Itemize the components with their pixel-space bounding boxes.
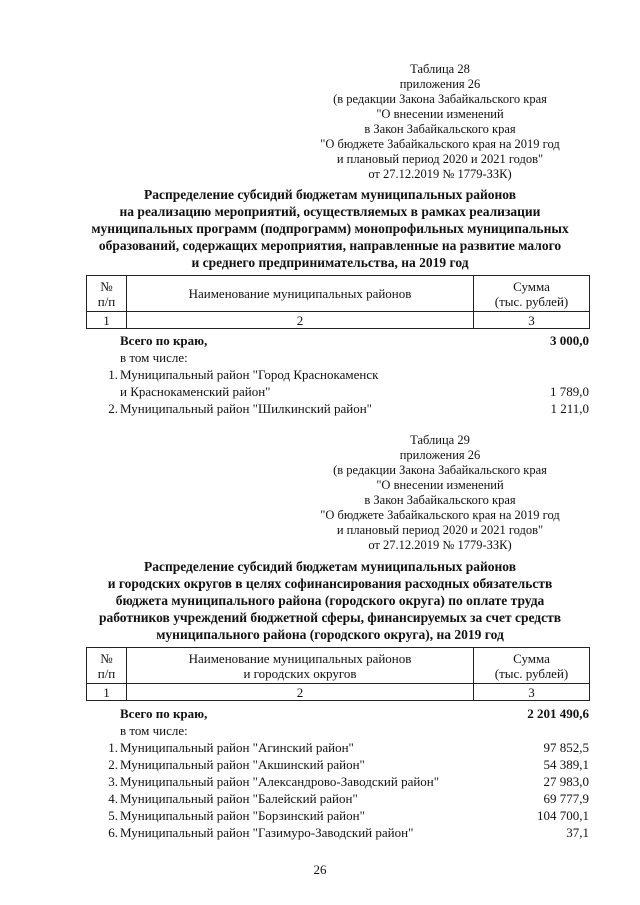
- table-row: [86, 400, 589, 417]
- header-line: в Закон Забайкальского края: [364, 122, 516, 136]
- table29-appendix-header: [300, 433, 580, 553]
- header-line: Таблица 28: [410, 62, 470, 76]
- table-row: [86, 756, 589, 773]
- header-line: "О бюджете Забайкальского края на 2019 год: [320, 508, 560, 522]
- row-number: 2.: [108, 757, 118, 772]
- row-number: 3.: [108, 774, 118, 789]
- table-row: [86, 824, 589, 841]
- total-label: Всего по краю,: [120, 706, 208, 721]
- title-line: образований, содержащих мероприятия, направленные на развитие малого: [98, 238, 562, 253]
- header-line: от 27.12.2019 № 1779-ЗЗК): [368, 167, 512, 181]
- col-index: 3: [474, 684, 590, 701]
- col-number-line: №: [100, 278, 113, 294]
- table28-appendix-header: [300, 62, 580, 182]
- header-line: в Закон Забайкальского края: [364, 493, 516, 507]
- including-label: в том числе:: [120, 723, 188, 738]
- header-line: (в редакции Закона Забайкальского края: [333, 463, 547, 477]
- row-name: Муниципальный район "Борзинский район": [120, 808, 365, 823]
- including-row: [86, 722, 589, 739]
- title-line: и городских округов в целях софинансирования расходных обязательств: [107, 576, 553, 591]
- title-line: и среднего предпринимательства, на 2019 год: [191, 255, 469, 270]
- title-line: муниципального района (городского округа), на 2019 год: [156, 627, 504, 642]
- table28-title: [70, 186, 590, 271]
- col-number-header: [87, 648, 127, 684]
- row-value: 1 211,0: [550, 401, 589, 416]
- header-line: и плановый период 2020 и 2021 годов": [336, 523, 544, 537]
- col-sum-line: (тыс. рублей): [494, 293, 569, 309]
- title-line: Распределение субсидий бюджетам муниципальных районов: [143, 187, 517, 202]
- header-line: Таблица 29: [410, 433, 470, 447]
- header-line: от 27.12.2019 № 1779-ЗЗК): [368, 538, 512, 552]
- total-label: Всего по краю,: [120, 333, 208, 348]
- table-row: [86, 366, 589, 383]
- table-row-continuation: [86, 383, 589, 400]
- row-name: Муниципальный район "Газимуро-Заводский район": [120, 825, 414, 840]
- header-line: "О бюджете Забайкальского края на 2019 год: [320, 137, 560, 151]
- including-label: в том числе:: [120, 350, 188, 365]
- col-sum-line: Сумма: [513, 650, 550, 666]
- row-number: 2.: [108, 401, 118, 416]
- row-number: 4.: [108, 791, 118, 806]
- col-name-line: Наименование муниципальных районов: [188, 650, 412, 666]
- row-value: 54 389,1: [543, 757, 589, 772]
- row-name: и Краснокаменский район": [120, 384, 271, 399]
- col-index: 3: [474, 312, 590, 329]
- table28-body: [86, 332, 589, 417]
- col-sum-header: [474, 276, 590, 312]
- page-number: 26: [313, 862, 327, 877]
- title-line: муниципальных программ (подпрограмм) монопрофильных муниципальных: [91, 221, 569, 236]
- total-row: [86, 332, 589, 349]
- row-value: 97 852,5: [543, 740, 589, 755]
- row-number: 6.: [108, 825, 118, 840]
- table-row: [86, 790, 589, 807]
- table-row: [86, 739, 589, 756]
- col-number-line: №: [100, 650, 113, 666]
- col-sum-line: Сумма: [513, 278, 550, 294]
- row-name: Муниципальный район "Город Краснокаменск: [120, 367, 379, 382]
- row-name: Муниципальный район "Александрово-Заводский район": [120, 774, 440, 789]
- total-value: 2 201 490,6: [527, 706, 589, 721]
- total-row: [86, 705, 589, 722]
- row-name: Муниципальный район "Акшинский район": [120, 757, 365, 772]
- col-name-header: [127, 648, 474, 684]
- col-index: 2: [127, 312, 474, 329]
- col-index: 1: [87, 312, 127, 329]
- row-number: 1.: [108, 740, 118, 755]
- col-index: 2: [127, 684, 474, 701]
- row-number: 5.: [108, 808, 118, 823]
- col-sum-header: [474, 648, 590, 684]
- header-line: "О внесении изменений: [376, 107, 504, 121]
- col-index: 1: [87, 684, 127, 701]
- row-value: 27 983,0: [543, 774, 589, 789]
- header-line: (в редакции Закона Забайкальского края: [333, 92, 547, 106]
- col-sum-line: (тыс. рублей): [494, 665, 569, 681]
- including-row: [86, 349, 589, 366]
- total-value: 3 000,0: [550, 333, 589, 348]
- col-number-line: п/п: [97, 665, 116, 681]
- row-number: 1.: [108, 367, 118, 382]
- row-name: Муниципальный район "Балейский район": [120, 791, 358, 806]
- title-line: на реализацию мероприятий, осуществляемых в рамках реализации: [119, 204, 541, 219]
- title-line: Распределение субсидий бюджетам муниципальных районов: [143, 559, 517, 574]
- table28-header-grid: [86, 275, 590, 329]
- header-line: и плановый период 2020 и 2021 годов": [336, 152, 544, 166]
- row-value: 1 789,0: [550, 384, 589, 399]
- col-name-line: и городских округов: [243, 665, 357, 681]
- col-number-line: п/п: [97, 293, 116, 309]
- header-line: "О внесении изменений: [376, 478, 504, 492]
- header-line: приложения 26: [399, 77, 481, 91]
- row-value: 37,1: [566, 825, 589, 840]
- table29-title: [70, 558, 590, 643]
- col-number-header: [87, 276, 127, 312]
- col-name-header: Наименование муниципальных районов: [127, 276, 474, 312]
- header-line: приложения 26: [399, 448, 481, 462]
- title-line: бюджета муниципального района (городского округа) по оплате труда: [115, 593, 545, 608]
- row-value: 104 700,1: [537, 808, 589, 823]
- row-name: Муниципальный район "Агинский район": [120, 740, 354, 755]
- row-name: Муниципальный район "Шилкинский район": [120, 401, 372, 416]
- table-row: [86, 773, 589, 790]
- table29-body: [86, 705, 589, 841]
- title-line: работников учреждений бюджетной сферы, финансируемых за счет средств: [98, 610, 562, 625]
- table-row: [86, 807, 589, 824]
- row-value: 69 777,9: [543, 791, 589, 806]
- table29-header-grid: [86, 647, 590, 701]
